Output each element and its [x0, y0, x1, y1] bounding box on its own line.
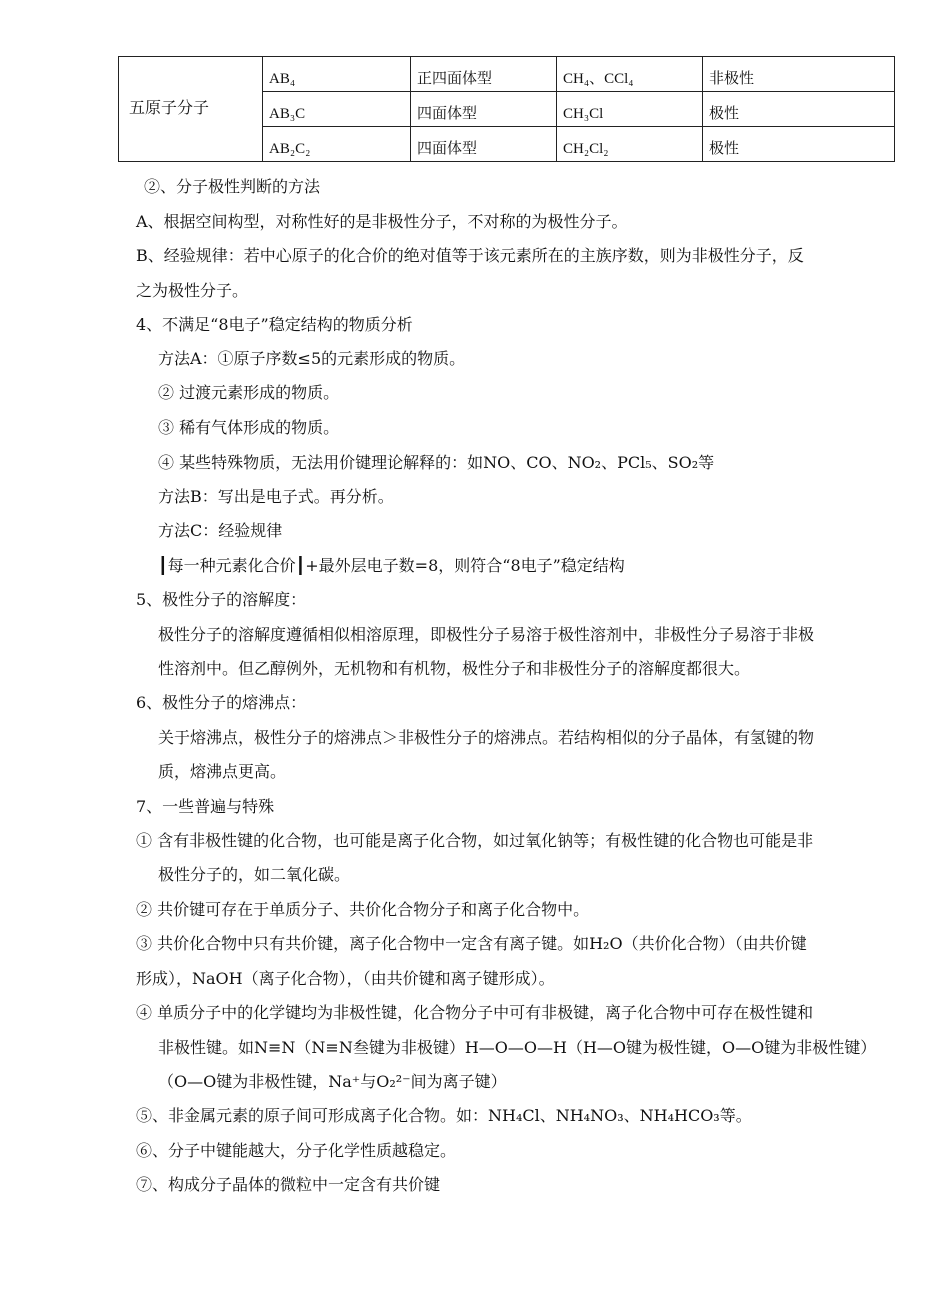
- list-item-cont: 形成），NaOH（离子化合物），（由共价键和离子键形成）。: [136, 969, 555, 988]
- solubility-paragraph: 极性分子的溶解度遵循相似相溶原理，即极性分子易溶于极性溶剂中，非极性分子易溶于非极: [158, 625, 815, 644]
- example-cell: CH₃Cl: [557, 92, 703, 127]
- list-item-cont: （O—O键为非极性键，Na⁺与O₂²⁻间为离子键）: [158, 1072, 507, 1091]
- list-item: ② 共价键可存在于单质分子、共价化合物分子和离子化合物中。: [136, 900, 590, 919]
- section-heading-8-electron: 4、不满足“8电子”稳定结构的物质分析: [136, 315, 413, 334]
- section-heading-general-special: 7、一些普遍与特殊: [136, 797, 275, 816]
- list-item: ⑦、构成分子晶体的微粒中一定含有共价键: [136, 1175, 441, 1194]
- list-item-cont: 极性分子的，如二氧化碳。: [158, 865, 351, 884]
- list-item: ④ 某些特殊物质，无法用价键理论解释的：如NO、CO、NO₂、PCl₅、SO₂等: [158, 453, 715, 472]
- section-heading-polarity-method: ②、分子极性判断的方法: [144, 177, 321, 196]
- example-cell: CH₂Cl₂: [557, 127, 703, 162]
- list-item: 方法B：写出是电子式。再分析。: [158, 487, 394, 506]
- example-cell: CH₄、CCl₄: [557, 57, 703, 92]
- section-heading-solubility: 5、极性分子的溶解度：: [136, 590, 307, 609]
- shape-cell: 四面体型: [411, 127, 557, 162]
- list-item: ⑤、非金属元素的原子间可形成离子化合物。如：NH₄Cl、NH₄NO₃、NH₄HCO₃等。: [136, 1106, 752, 1125]
- list-item: ⑥、分子中键能越大，分子化学性质越稳定。: [136, 1141, 457, 1160]
- shape-cell: 四面体型: [411, 92, 557, 127]
- list-item: ③ 共价化合物中只有共价键，离子化合物中一定含有离子键。如H₂O（共价化合物）（由共价键: [136, 934, 807, 953]
- list-item: 方法A：①原子序数≤5的元素形成的物质。: [158, 349, 466, 368]
- method-a-paragraph: A、根据空间构型，对称性好的是非极性分子，不对称的为极性分子。: [136, 212, 628, 231]
- table-row: [119, 57, 895, 92]
- shape-cell: 正四面体型: [411, 57, 557, 92]
- list-item: ③ 稀有气体形成的物质。: [158, 418, 340, 437]
- list-item-cont: 非极性键。如N≡N（N≡N叁键为非极键）H—O—O—H（H—O键为极性键，O—O键为非极性键）: [158, 1038, 877, 1057]
- group-label: 五原子分子: [119, 57, 263, 162]
- polarity-cell: 极性: [703, 127, 895, 162]
- section-heading-boiling-point: 6、极性分子的熔沸点：: [136, 693, 307, 712]
- method-b-paragraph-cont: 之为极性分子。: [136, 281, 249, 300]
- method-b-paragraph: B、经验规律：若中心原子的化合价的绝对值等于该元素所在的主族序数，则为非极性分子，反: [136, 246, 804, 265]
- list-item: 方法C：经验规律: [158, 521, 283, 540]
- formula-cell: AB₄: [263, 57, 411, 92]
- list-item: ① 含有非极性键的化合物，也可能是离子化合物，如过氧化钠等；有极性键的化合物也可能是非: [136, 831, 814, 850]
- boiling-point-paragraph-cont: 质，熔沸点更高。: [158, 762, 287, 781]
- polarity-cell: 非极性: [703, 57, 895, 92]
- rule-formula: ┃每一种元素化合价┃+最外层电子数=8，则符合“8电子”稳定结构: [158, 556, 625, 575]
- five-atom-molecule-table: [118, 56, 895, 162]
- list-item: ④ 单质分子中的化学键均为非极性键，化合物分子中可有非极键，离子化合物中可存在极性键和: [136, 1003, 814, 1022]
- list-item: ② 过渡元素形成的物质。: [158, 383, 340, 402]
- polarity-cell: 极性: [703, 92, 895, 127]
- formula-cell: AB₃C: [263, 92, 411, 127]
- formula-cell: AB₂C₂: [263, 127, 411, 162]
- solubility-paragraph-cont: 性溶剂中。但乙醇例外，无机物和有机物，极性分子和非极性分子的溶解度都很大。: [158, 659, 751, 678]
- boiling-point-paragraph: 关于熔沸点，极性分子的熔沸点＞非极性分子的熔沸点。若结构相似的分子晶体，有氢键的物: [158, 728, 815, 747]
